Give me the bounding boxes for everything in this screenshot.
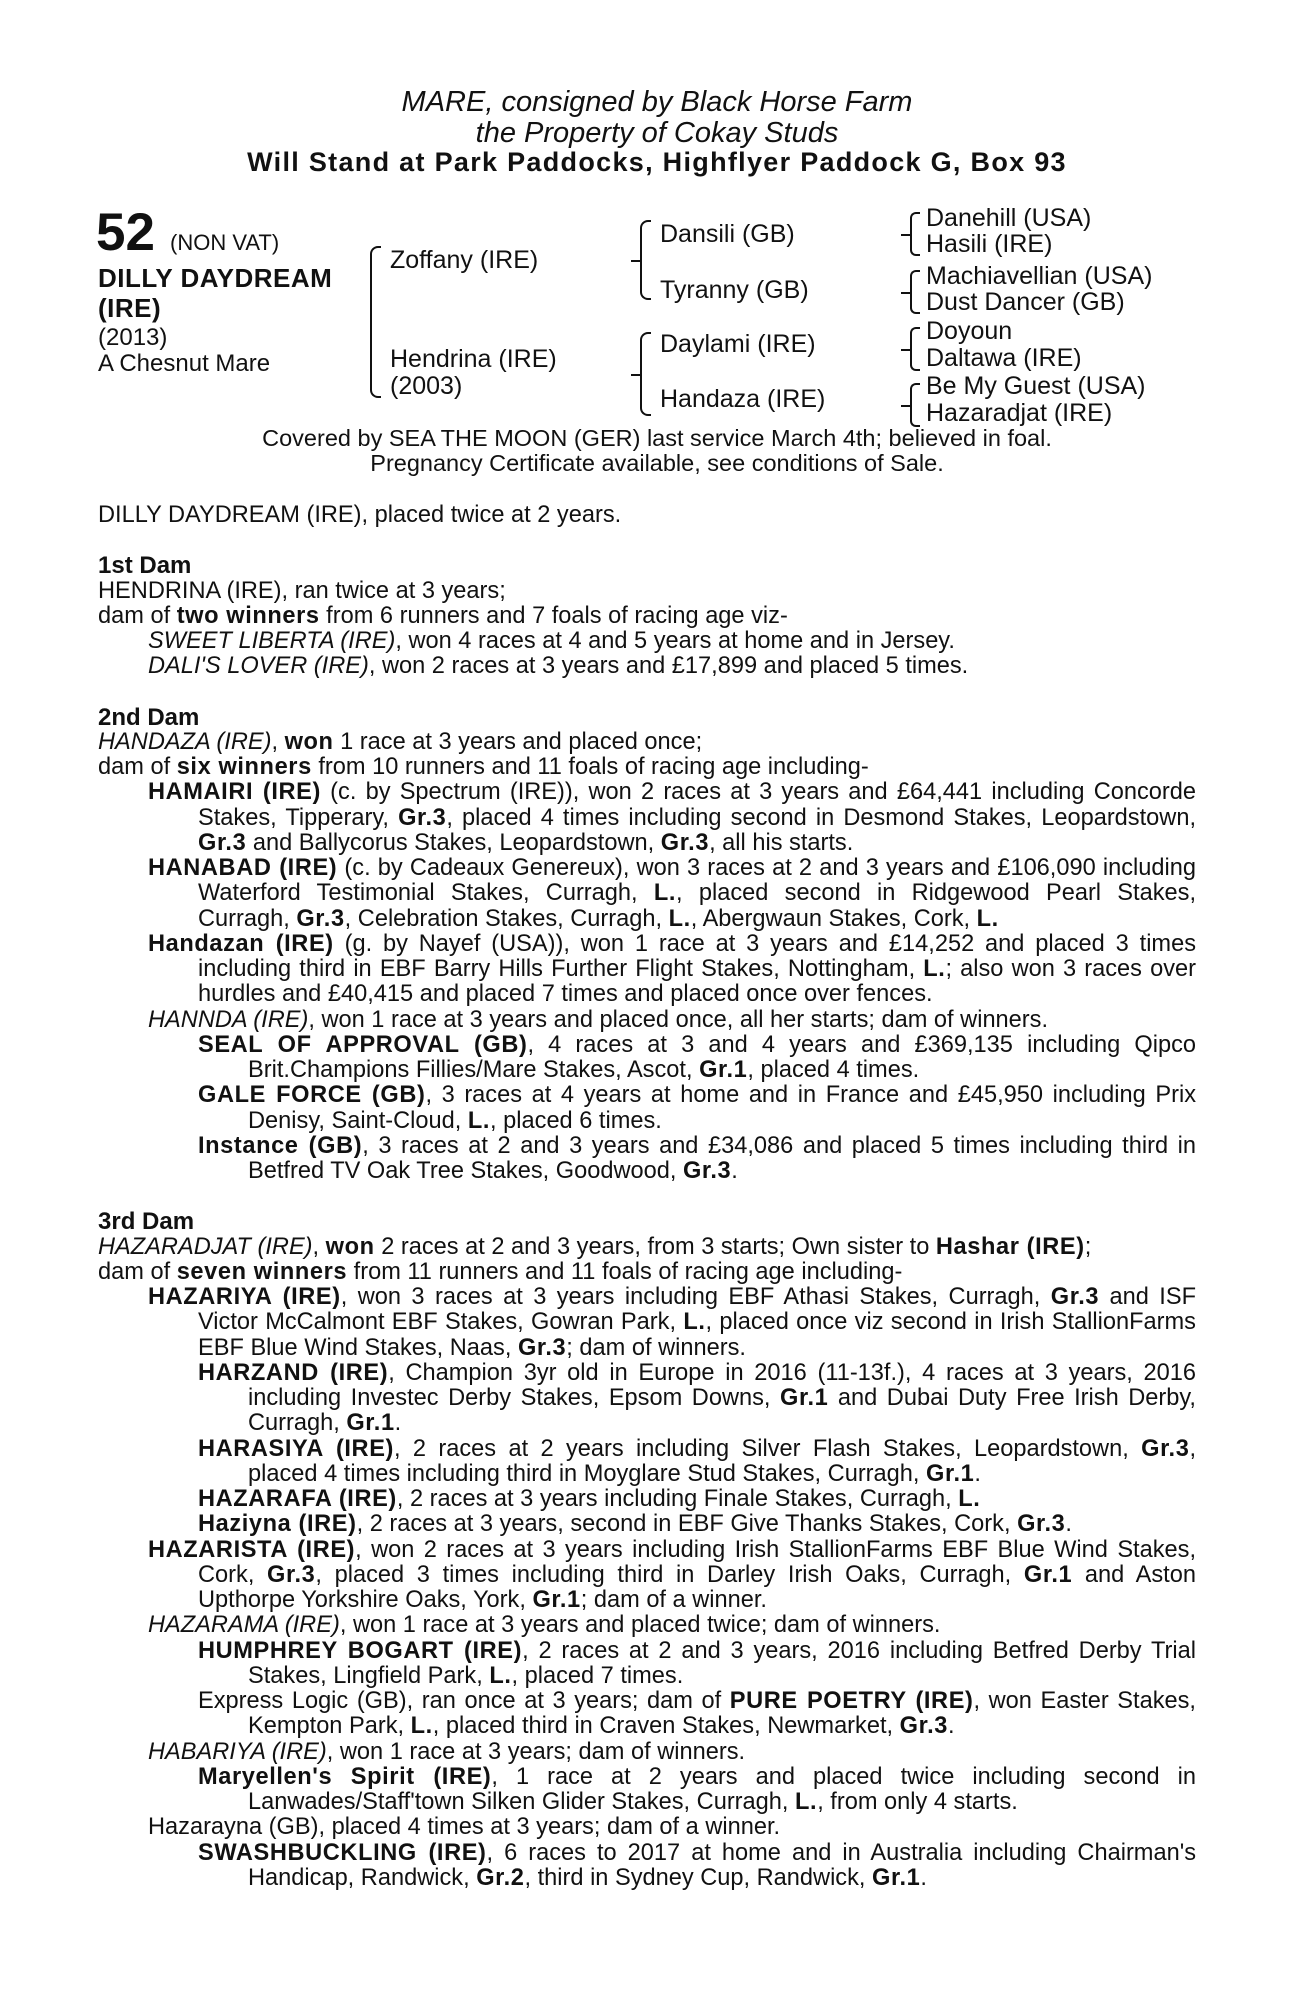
pedigree-dam-dam: Handaza (IRE) — [660, 385, 826, 413]
pedigree-brace — [910, 270, 920, 314]
pedigree-g3-8: Hazaradjat (IRE) — [926, 399, 1113, 427]
second-dam-entry: HANDAZA (IRE), won 1 race at 3 years and placed once; dam of six winners from 10 runners and 11 foals of racing age including- HAMAIRI (IRE) (c. by Spectrum (IRE)), won 2 races at 3 years and £64,441 including Concorde Stakes, Tipperary, Gr.3, placed 4 times including second in Desmond Stakes, Leopardstown, Gr.3 and Ballycorus Stakes, Leopardstown, Gr.3, all his starts. HANABAD (IRE) (c. by Cadeaux Genereux), won 3 races at 2 and 3 years and £106,090 including Waterford Testimonial Stakes, Curragh, L., placed second in Ridgewood Pearl Stakes, Curragh, Gr.3, Celebration Stakes, Curragh, L., Abergwaun Stakes, Cork, L. Handazan (IRE) (g. by Nayef (USA)), won 1 race at 3 years and £14,252 and placed 3 times including third in EBF Barry Hills Further Flight Stakes, Nottingham, L.; also won 3 races over hurdles and £40,415 and placed 7 times and placed once over fences. HANNDA (IRE), won 1 race at 3 years and placed once, all her starts; dam of winners. SEAL OF APPROVAL (GB), 4 races at 3 and 4 years and £369,135 including Qipco Brit.Champions Fillies/Mare Stakes, Ascot, Gr.1, placed 4 times. GALE FORCE (GB), 3 races at 4 years at home and in France and £45,950 including Prix Denisy, Saint-Cloud, L., placed 6 times. Instance (GB), 3 races at 2 and 3 years and £34,086 and placed 5 times including third in Betfred TV Oak Tree Stakes, Goodwood, Gr.3. — [98, 728, 1197, 1184]
pedigree-g3-7: Be My Guest (USA) — [926, 372, 1146, 400]
pedigree-g3-4: Dust Dancer (GB) — [926, 288, 1125, 316]
horse-name: DILLY DAYDREAM (IRE) — [98, 263, 333, 323]
pedigree-brace — [910, 212, 920, 256]
pedigree-g3-6: Daltawa (IRE) — [926, 344, 1082, 372]
pedigree-g3-2: Hasili (IRE) — [926, 230, 1053, 258]
intro-line: DILLY DAYDREAM (IRE), placed twice at 2 years. — [98, 502, 622, 528]
first-dam-entry: HENDRINA (IRE), ran twice at 3 years; dam of two winners from 6 runners and 7 foals of racing age viz- SWEET LIBERTA (IRE), won 4 races at 4 and 5 years at home and in Jersey. DALI'S LOVER (IRE), won 2 races at 3 years and £17,899 and placed 5 times. — [98, 577, 969, 680]
pedigree-dam-year: (2003) — [390, 372, 463, 400]
pedigree-brace — [910, 383, 920, 427]
covering-note: Covered by SEA THE MOON (GER) last service March 4th; believed in foal. — [262, 425, 1052, 451]
third-dam-heading: 3rd Dam — [98, 1208, 195, 1236]
pregnancy-note: Pregnancy Certificate available, see conditions of Sale. — [370, 450, 944, 476]
horse-description: A Chesnut Mare — [98, 350, 271, 377]
pedigree-brace — [640, 332, 651, 416]
pedigree-brace — [640, 220, 651, 300]
pedigree-g3-5: Doyoun — [926, 317, 1013, 345]
header-consignor: MARE, consigned by Black Horse Farm — [401, 86, 913, 118]
header-property: the Property of Cokay Studs — [475, 117, 839, 149]
pedigree-sire: Zoffany (IRE) — [390, 246, 539, 274]
pedigree-brace — [910, 327, 920, 371]
lot-number: 52 — [96, 203, 155, 262]
foaling-year: (2013) — [98, 324, 168, 351]
vat-status: (NON VAT) — [170, 230, 280, 255]
pedigree-g3-1: Danehill (USA) — [926, 204, 1092, 232]
pedigree-sire-dam: Tyranny (GB) — [660, 276, 809, 304]
pedigree-sire-sire: Dansili (GB) — [660, 220, 795, 248]
first-dam-heading: 1st Dam — [98, 552, 192, 580]
second-dam-heading: 2nd Dam — [98, 703, 200, 731]
pedigree-dam: Hendrina (IRE) — [390, 345, 557, 373]
pedigree-brace — [370, 246, 381, 398]
catalogue-body — [98, 503, 1196, 1891]
header-stand-location: Will Stand at Park Paddocks, Highflyer Paddock G, Box 93 — [247, 147, 1067, 177]
pedigree-dam-sire: Daylami (IRE) — [660, 330, 816, 358]
third-dam-entry: HAZARADJAT (IRE), won 2 races at 2 and 3 years, from 3 starts; Own sister to Hashar (IRE); dam of seven winners from 11 runners and 11 foals of racing age including- HAZARIYA (IRE), won 3 races at 3 years including EBF Athasi Stakes, Curragh, Gr.3 and ISF Victor McCalmont EBF Stakes, Gowran Park, L., placed once viz second in Irish StallionFarms EBF Blue Wind Stakes, Naas, Gr.3; dam of winners. HARZAND (IRE), Champion 3yr old in Europe in 2016 (11-13f.), 4 races at 3 years, 2016 including Investec Derby Stakes, Epsom Downs, Gr.1 and Dubai Duty Free Irish Derby, Curragh, Gr.1. HARASIYA (IRE), 2 races at 2 years including Silver Flash Stakes, Leopardstown, Gr.3, placed 4 times including third in Moyglare Stud Stakes, Curragh, Gr.1. HAZARAFA (IRE), 2 races at 3 years including Finale Stakes, Curragh, L. Haziyna (IRE), 2 races at 3 years, second in EBF Give Thanks Stakes, Cork, Gr.3. HAZARISTA (IRE), won 2 races at 3 years including Irish StallionFarms EBF Blue Wind Stakes, Cork, Gr.3, placed 3 times including third in Darley Irish Oaks, Curragh, Gr.1 and Aston Upthorpe Yorkshire Oaks, York, Gr.1; dam of a winner. HAZARAMA (IRE), won 1 race at 3 years and placed twice; dam of winners. HUMPHREY BOGART (IRE), 2 races at 2 and 3 years, 2016 including Betfred Derby Trial Stakes, Lingfield Park, L., placed 7 times. Express Logic (GB), ran once at 3 years; dam of PURE POETRY (IRE), won Easter Stakes, Kempton Park, L., placed third in Craven Stakes, Newmarket, Gr.3. HABARIYA (IRE), won 1 race at 3 years; dam of winners. Maryellen's Spirit (IRE), 1 race at 2 years and placed twice including second in Lanwades/Staff'town Silken Glider Stakes, Curragh, L., from only 4 starts. Hazarayna (GB), placed 4 times at 3 years; dam of a winner. SWASHBUCKLING (IRE), 6 races to 2017 at home and in Australia including Chairman's Handicap, Randwick, Gr.2, third in Sydney Cup, Randwick, Gr.1. — [98, 1233, 1197, 1891]
pedigree-g3-3: Machiavellian (USA) — [926, 262, 1153, 290]
